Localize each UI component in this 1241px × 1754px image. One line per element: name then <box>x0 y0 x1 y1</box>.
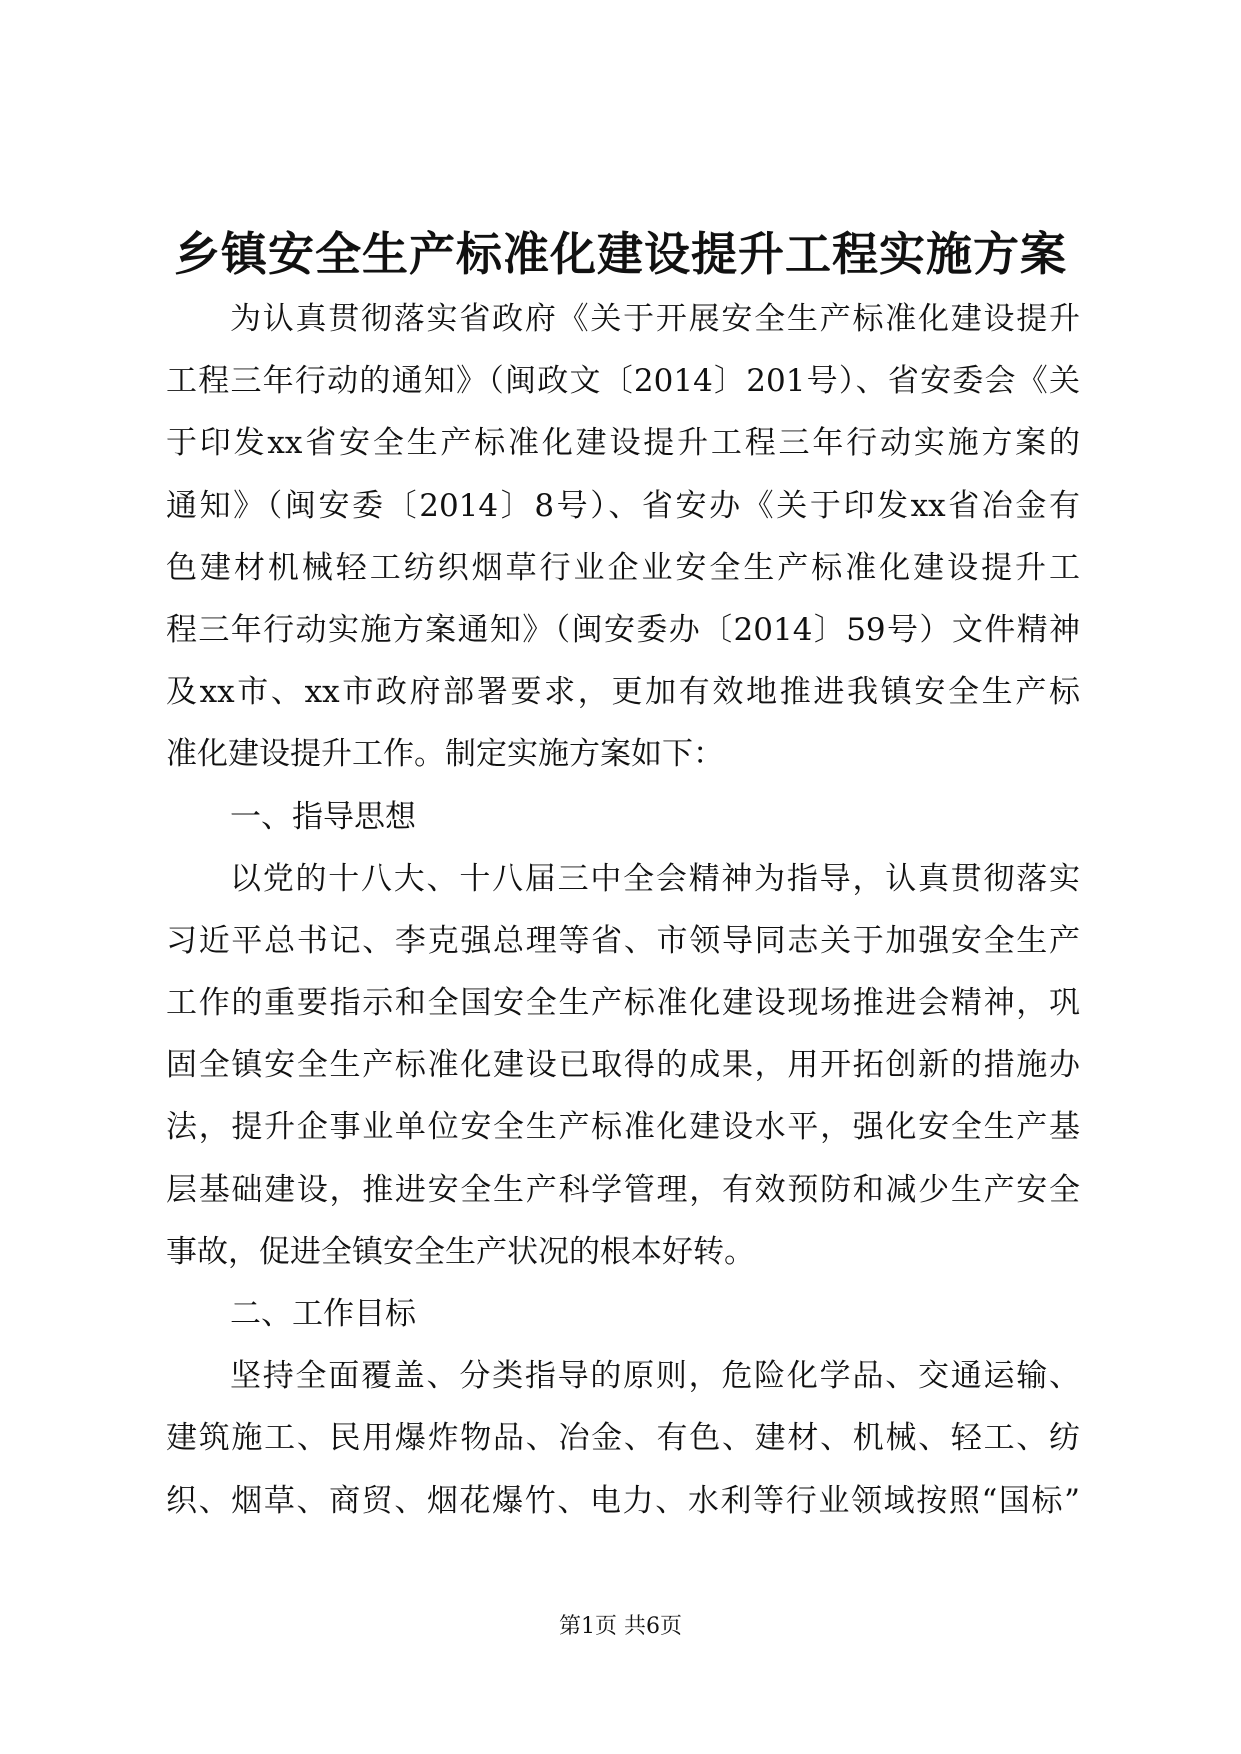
paragraph-line: 事故，促进全镇安全生产状况的根本好转。 <box>166 1233 755 1270</box>
page-footer: 第1页 共6页 <box>559 1614 682 1639</box>
paragraph-line: 于印发xx省安全生产标准化建设提升工程三年行动实施方案的 <box>166 425 1080 462</box>
paragraph-line: 习近平总书记、李克强总理等省、市领导同志关于加强安全生产 <box>166 922 1080 959</box>
paragraph-line: 织、烟草、商贸、烟花爆竹、电力、水利等行业领域按照“国标” <box>166 1482 1080 1519</box>
paragraph-line: 工作的重要指示和全国安全生产标准化建设现场推进会精神，巩 <box>166 985 1080 1022</box>
paragraph-line: 工程三年行动的通知》（闽政文〔2014〕201号）、省安委会《关 <box>166 363 1080 400</box>
document-title: 乡镇安全生产标准化建设提升工程实施方案 <box>174 227 1067 281</box>
section-heading: 二、工作目标 <box>230 1296 416 1332</box>
paragraph-line: 法，提升企事业单位安全生产标准化建设水平，强化安全生产基 <box>166 1109 1080 1146</box>
paragraph-line: 及xx市、xx市政府部署要求，更加有效地推进我镇安全生产标 <box>166 674 1080 711</box>
paragraph-line: 为认真贯彻落实省政府《关于开展安全生产标准化建设提升 <box>230 301 1080 337</box>
paragraph-line: 程三年行动实施方案通知》（闽安委办〔2014〕59号）文件精神 <box>166 611 1080 648</box>
paragraph-line: 通知》（闽安委〔2014〕8号）、省安办《关于印发xx省冶金有 <box>166 487 1080 524</box>
document-body <box>166 288 1080 1532</box>
paragraph-line: 固全镇安全生产标准化建设已取得的成果，用开拓创新的措施办 <box>166 1047 1080 1084</box>
paragraph-line: 坚持全面覆盖、分类指导的原则，危险化学品、交通运输、 <box>230 1358 1080 1395</box>
paragraph-line: 准化建设提升工作。制定实施方案如下： <box>166 736 724 773</box>
paragraph-line: 建筑施工、民用爆炸物品、冶金、有色、建材、机械、轻工、纺 <box>166 1420 1080 1457</box>
paragraph-line: 以党的十八大、十八届三中全会精神为指导，认真贯彻落实 <box>230 860 1080 897</box>
paragraph-line: 层基础建设，推进安全生产科学管理，有效预防和减少生产安全 <box>166 1171 1080 1208</box>
paragraph-line: 色建材机械轻工纺织烟草行业企业安全生产标准化建设提升工 <box>166 549 1080 586</box>
section-heading: 一、指导思想 <box>230 798 416 835</box>
